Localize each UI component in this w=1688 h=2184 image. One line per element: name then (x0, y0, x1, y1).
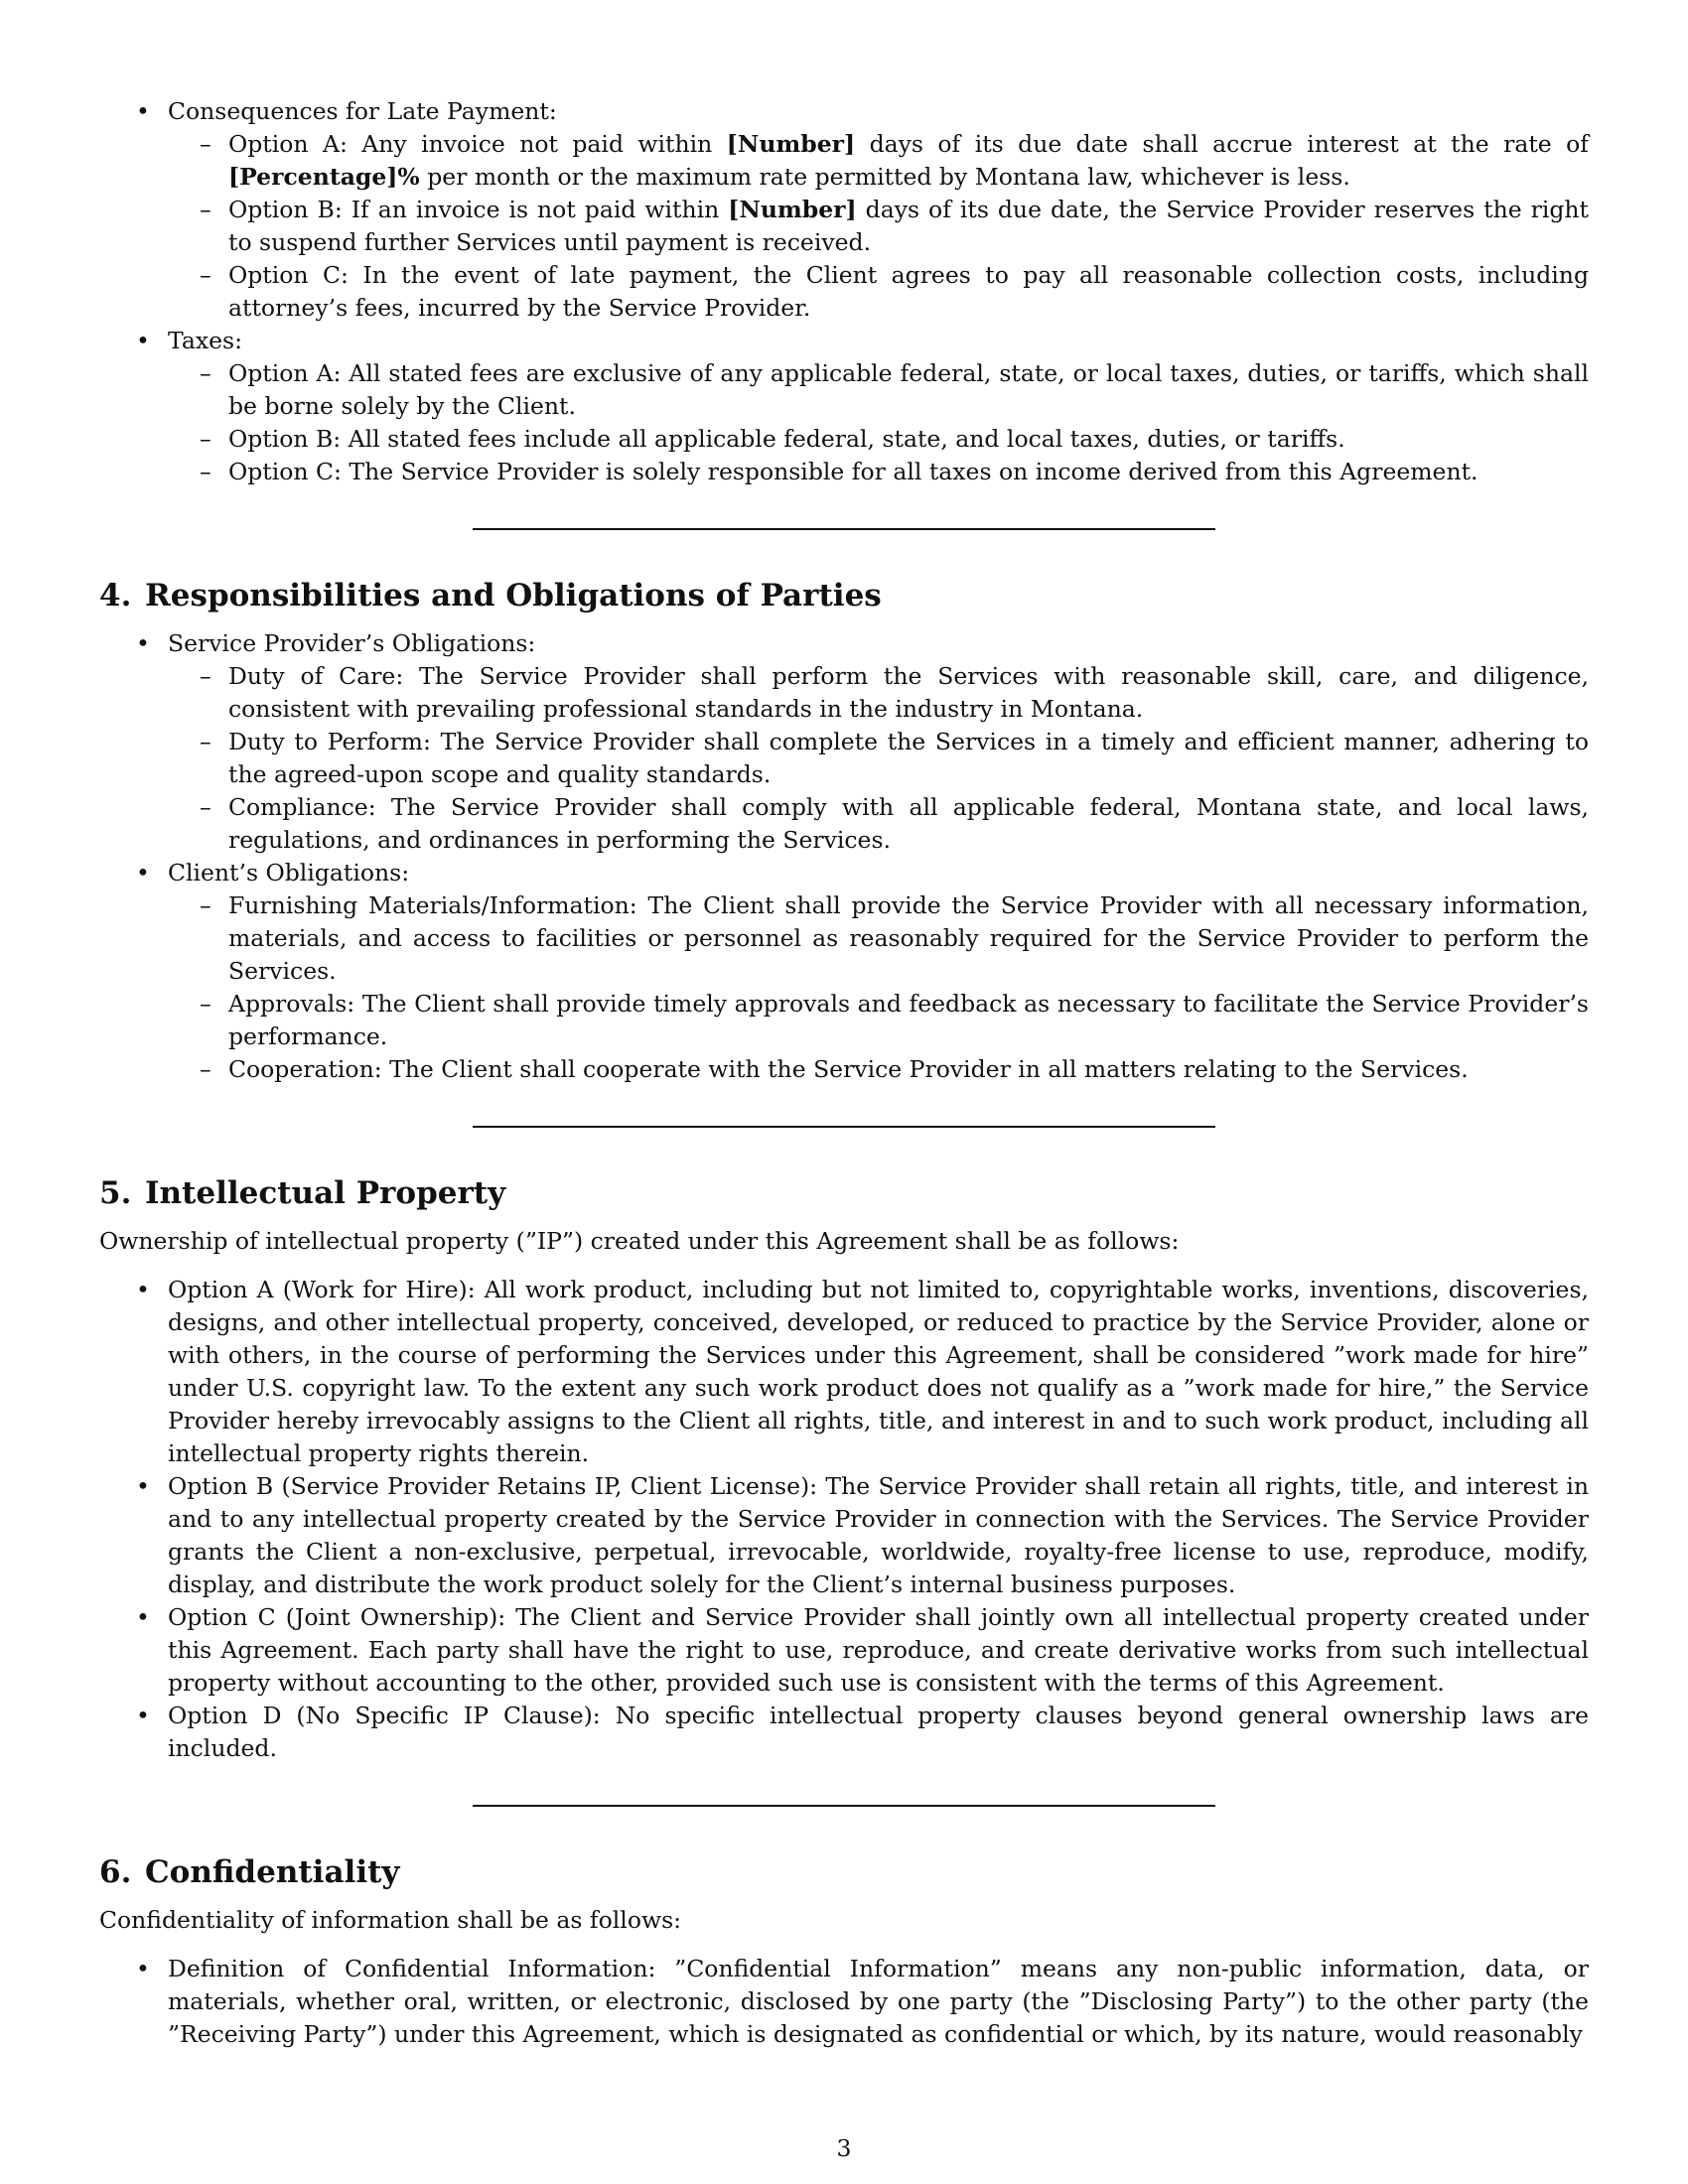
list-item (168, 128, 1589, 194)
section-number: 5. (99, 1175, 132, 1211)
section-title: Confidentiality (145, 1854, 400, 1890)
list-item: – Furnishing Materials/Information: The Client shall provide the Service Provider with all necessary information, materials, and access to facilities or personnel as reasonably required for the Service Provider to perform the Services. (168, 889, 1589, 988)
section-heading (99, 1852, 1589, 1892)
taxes-label: Taxes: (168, 327, 242, 354)
client-obligations-label: Client’s Obligations: (168, 859, 410, 887)
list-item: – Duty to Perform: The Service Provider shall complete the Services in a timely and efficient manner, adhering to the agreed-upon scope and quality standards. (168, 726, 1589, 791)
section-number: 4. (99, 578, 132, 614)
provider-obligations-label: Service Provider’s Obligations: (168, 629, 536, 657)
section-title: Responsibilities and Obligations of Parties (145, 578, 882, 614)
page-number: 3 (836, 2134, 852, 2162)
section-divider (473, 1126, 1215, 1128)
obligations-list (99, 627, 1589, 1086)
list-item: – Compliance: The Service Provider shall comply with all applicable federal, Montana state, and local laws, regulations, and ordinances in performing the Services. (168, 791, 1589, 857)
section-heading (99, 576, 1589, 615)
section-intro: Confidentiality of information shall be as follows: (99, 1906, 682, 1934)
taxes-options (168, 357, 1589, 488)
section-divider (473, 1805, 1215, 1807)
section-intro: Ownership of intellectual property (”IP”) created under this Agreement shall be as follows: (99, 1227, 1180, 1255)
list-item (168, 194, 1589, 259)
list-item: – Approvals: The Client shall provide timely approvals and feedback as necessary to facilitate the Service Provider’s performance. (168, 988, 1589, 1053)
list-item: • Definition of Confidential Information: ”Confidential Information” means any non-public information, data, or materials, whether oral, written, or electronic, disclosed by one party (the ”Disclosing Party”) to the other party (the ”Receiving Party”) under this Agreement, which is designated as confidential or which, by its nature, would reasonably (99, 1953, 1589, 2051)
option-text: Option B: If an invoice is not paid within (228, 196, 729, 223)
late-payment-label: Consequences for Late Payment: (168, 97, 557, 125)
section-number: 6. (99, 1854, 132, 1890)
list-item: • Option A (Work for Hire): All work product, including but not limited to, copyrightable works, inventions, discoveries, designs, and other intellectual property, conceived, developed, or reduced to practice by the Service Provider, alone or with others, in the course of performing the Services under this Agreement, shall be considered ”work made for hire” under U.S. copyright law. To the extent any such work product does not qualify as a ”work made for hire,” the Service Provider hereby irrevocably assigns to the Client all rights, title, and interest in and to such work product, including all intellectual property rights therein. (99, 1274, 1589, 1470)
option-text: per month or the maximum rate permitted by Montana law, whichever is less. (419, 163, 1350, 191)
section-title: Intellectual Property (145, 1175, 506, 1211)
late-payment-options (168, 128, 1589, 325)
confidentiality-list (99, 1953, 1589, 2051)
list-item: – Option A: All stated fees are exclusive of any applicable federal, state, or local taxes, duties, or tariffs, which shall be borne solely by the Client. (168, 357, 1589, 423)
client-obligations (168, 889, 1589, 1086)
list-item (99, 627, 1589, 857)
list-item: – Option B: All stated fees include all applicable federal, state, and local taxes, duties, or tariffs. (168, 423, 1589, 456)
percentage-placeholder: [Percentage]% (228, 163, 420, 191)
list-item: • Option C (Joint Ownership): The Client and Service Provider shall jointly own all intellectual property created under this Agreement. Each party shall have the right to use, reproduce, and create derivative works from such intellectual property without accounting to the other, provided such use is consistent with the terms of this Agreement. (99, 1601, 1589, 1700)
option-text: Option A: Any invoice not paid within (228, 130, 727, 158)
number-placeholder: [Number] (728, 196, 857, 223)
payment-terms-list (99, 95, 1589, 488)
list-item (99, 95, 1589, 325)
list-item: – Duty of Care: The Service Provider shall perform the Services with reasonable skill, care, and diligence, consistent with prevailing professional standards in the industry in Montana. (168, 660, 1589, 726)
number-placeholder: [Number] (726, 130, 856, 158)
list-item: – Option C: The Service Provider is solely responsible for all taxes on income derived from this Agreement. (168, 456, 1589, 488)
list-item (99, 857, 1589, 1086)
list-item (99, 325, 1589, 488)
page-content (99, 95, 1589, 2051)
section-heading (99, 1173, 1589, 1213)
list-item: • Option B (Service Provider Retains IP, Client License): The Service Provider shall retain all rights, title, and interest in and to any intellectual property created by the Service Provider in connection with the Services. The Service Provider grants the Client a non-exclusive, perpetual, irrevocable, worldwide, royalty-free license to use, reproduce, modify, display, and distribute the work product solely for the Client’s internal business purposes. (99, 1470, 1589, 1601)
section-divider (473, 528, 1215, 530)
option-text: days of its due date shall accrue interest at the rate of (855, 130, 1589, 158)
list-item: • Option D (No Specific IP Clause): No specific intellectual property clauses beyond general ownership laws are included. (99, 1700, 1589, 1765)
list-item: – Option C: In the event of late payment, the Client agrees to pay all reasonable collection costs, including attorney’s fees, incurred by the Service Provider. (168, 259, 1589, 325)
ip-options-list (99, 1274, 1589, 1765)
option-text: days of its due date, the Service Provider reserves the right to suspend further Services until payment is received. (228, 196, 1589, 256)
provider-obligations (168, 660, 1589, 857)
list-item: – Cooperation: The Client shall cooperate with the Service Provider in all matters relating to the Services. (168, 1053, 1589, 1086)
